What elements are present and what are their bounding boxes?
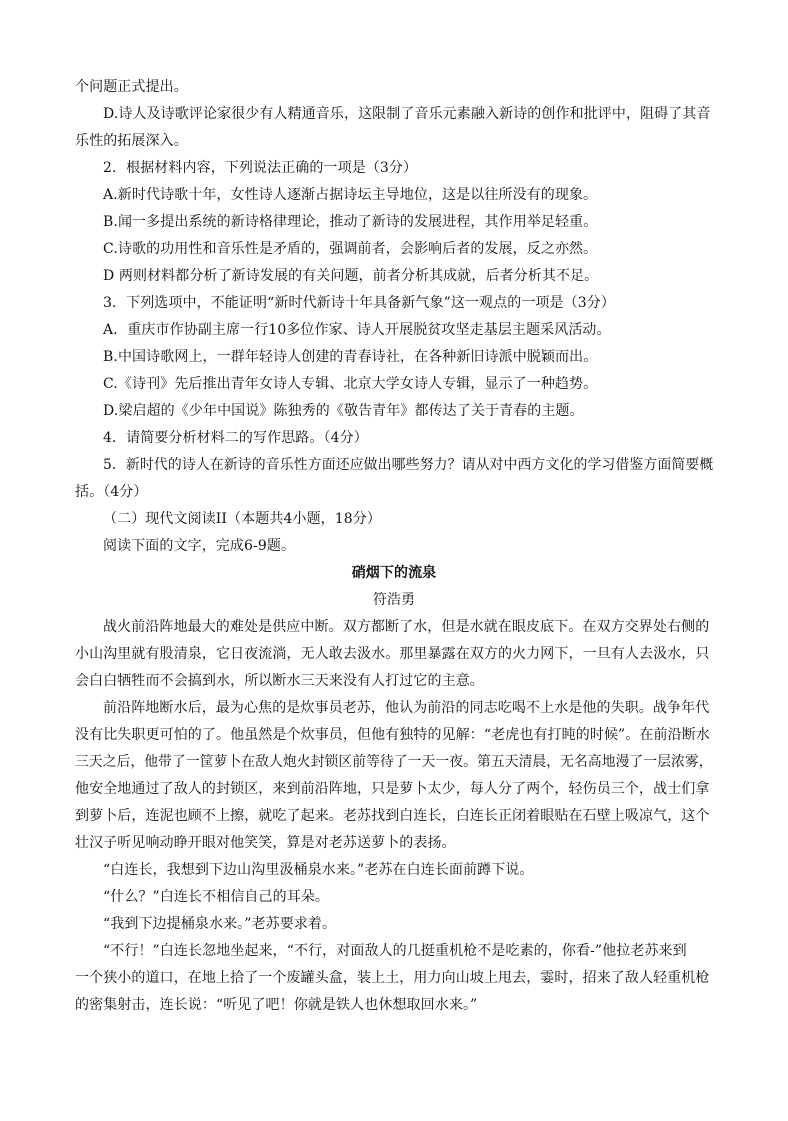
option-c: C.《诗刊》先后推出青年女诗人专辑、北京大学女诗人专辑，显示了一种趋势。 — [103, 376, 598, 392]
question-5: 5．新时代的诗人在新诗的音乐性方面还应做出哪些努力？请从对中西方文化的学习借鉴方面简要概 — [103, 457, 714, 473]
paragraph-line: 三天之后，他带了一筐萝卜在敌人炮火封锁区前等待了一天一夜。第五天清晨，无名高地漫了一层浓雾， — [75, 754, 713, 770]
paragraph-line: 小山沟里就有股清泉，它日夜流淌，无人敢去汲水。那里暴露在双方的火力网下，一旦有人去汲水，只 — [75, 646, 710, 662]
dialogue-line: “不行！”白连长忽地坐起来，“不行，对面敌人的几挺重机枪不是吃素的，你看-”他拉老苏来到 — [103, 943, 687, 959]
paragraph-line: 到萝卜后，连泥也顾不上擦，就吃了起来。老苏找到白连长，白连长正闭着眼贴在石壁上吸凉气，这个 — [75, 808, 710, 824]
paragraph-line: 一个狭小的道口，在地上拾了一个废罐头盒，装上土，用力向山坡上甩去，霎时，招来了敌人轻重机枪 — [75, 970, 710, 986]
dialogue-line: “白连长，我想到下边山沟里汲桶泉水来。”老苏在白连长面前蹲下说。 — [103, 862, 534, 878]
dialogue-line: “我到下边提桶泉水来。”老苏要求着。 — [103, 916, 337, 932]
paragraph-line: 的密集射击，连长说：“听见了吧！你就是铁人也休想取回水来。” — [75, 997, 478, 1013]
article-author: 符浩勇 — [372, 592, 416, 608]
option-d: D 两则材料都分析了新诗发展的有关问题，前者分析其成就，后者分析其不足。 — [103, 268, 599, 284]
paragraph-line: 壮汉子听见响动睁开眼对他笑笑，算是对老苏送萝卜的表扬。 — [75, 835, 456, 851]
paragraph-line: 会白白牺牲而不会搞到水，所以断水三天来没有人打过它的主意。 — [75, 673, 484, 689]
question-3: 3．下列选项中，不能证明“新时代新诗十年具备新气象”这一观点的一项是（3分） — [103, 295, 615, 311]
option-b: B.闻一多提出系统的新诗格律理论，推动了新诗的发展进程，其作用举足轻重。 — [103, 214, 598, 230]
paragraph-line: 前沿阵地断水后，最为心焦的是炊事员老苏，他认为前沿的同志吃喝不上水是他的失职。战争年代 — [103, 700, 710, 716]
paragraph-line: 他安全地通过了敌人的封锁区，来到前沿阵地，只是萝卜太少，每人分了两个，轻伤员三个，战士们拿 — [75, 781, 710, 797]
option-a: A.新时代诗歌十年，女性诗人逐渐占据诗坛主导地位，这是以往所没有的现象。 — [103, 187, 598, 203]
dialogue-line: “什么？”白连长不相信自己的耳朵。 — [103, 889, 330, 905]
text-line: 括。（4分） — [75, 484, 148, 500]
text-line: 个问题正式提出。 — [75, 79, 188, 95]
text-line: 乐性的拓展深入。 — [75, 133, 188, 149]
question-4: 4．请简要分析材料二的写作思路。（4分） — [103, 430, 368, 446]
article-title: 硝烟下的流泉 — [351, 565, 437, 581]
section-heading: （二）现代文阅读II（本题共4小题，18分） — [103, 511, 381, 527]
question-2: 2．根据材料内容，下列说法正确的一项是（3分） — [103, 160, 418, 176]
paragraph-line: 没有比失职更可怕的了。他虽然是个炊事员，但他有独特的见解：“老虎也有打盹的时候”。在前沿断水 — [75, 727, 710, 743]
instruction: 阅读下面的文字，完成6-9题。 — [103, 538, 296, 554]
option-d: D.梁启超的《少年中国说》陈独秀的《敬告青年》都传达了关于青春的主题。 — [103, 403, 584, 419]
option-a: A．重庆市作协副主席一行10多位作家、诗人开展脱贫攻坚走基层主题采风活动。 — [103, 322, 611, 338]
option-b: B.中国诗歌网上，一群年轻诗人创建的青春诗社，在各种新旧诗派中脱颖而出。 — [103, 349, 598, 365]
option-c: C.诗歌的功用性和音乐性是矛盾的，强调前者，会影响后者的发展，反之亦然。 — [103, 241, 598, 257]
text-line: D.诗人及诗歌评论家很少有人精通音乐，这限制了音乐元素融入新诗的创作和批评中，阻碍了其音 — [103, 106, 711, 122]
paragraph-line: 战火前沿阵地最大的难处是供应中断。双方都断了水，但是水就在眼皮底下。在双方交界处右侧的 — [103, 619, 710, 635]
